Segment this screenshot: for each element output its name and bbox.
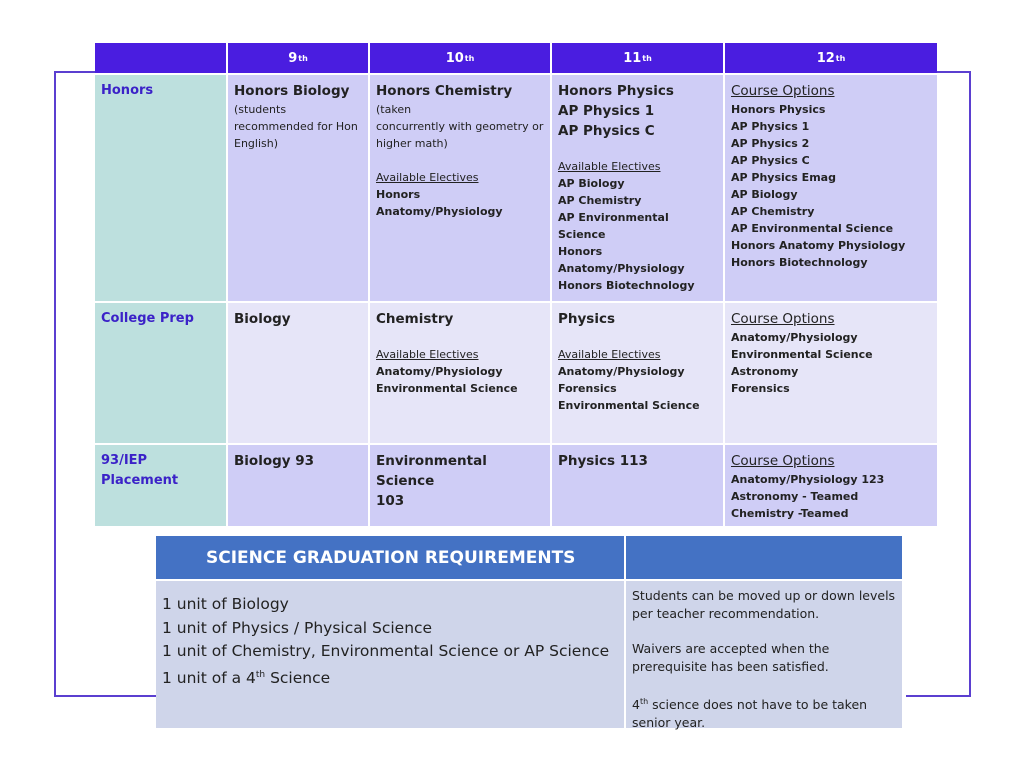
header-corner [95, 43, 226, 73]
note: Waivers are accepted when the prerequisite has been satisfied. [632, 641, 830, 674]
frame-left-vertical [54, 71, 56, 697]
frame-right-vertical [969, 71, 971, 697]
iep-grade-10: Environmental Science 103 [370, 445, 550, 526]
level-honors: Honors [95, 75, 226, 301]
note: 4th science does not have to be taken senior year. [632, 697, 868, 731]
honors-grade-10: Honors Chemistry (taken concurrently with geometry or higher math) Available Electives Honors Anatomy/Physiology [370, 75, 550, 301]
unit-line: 1 unit of Physics / Physical Science [162, 618, 433, 637]
requirements-heading: SCIENCE GRADUATION REQUIREMENTS [156, 536, 626, 579]
requirements-units [156, 581, 626, 728]
honors-grade-9: Honors Biology (students recommended for Hon English) [228, 75, 368, 301]
grade-9-header: 9 th [228, 43, 368, 73]
grade-12-header: 12 th [725, 43, 937, 73]
grade-10-header: 10 th [370, 43, 550, 73]
level-iep-placement: 93/IEP Placement [95, 445, 226, 526]
unit-line: 1 unit of Biology [162, 595, 289, 613]
college-prep-grade-12: Course Options Anatomy/Physiology Environmental Science Astronomy Forensics [725, 303, 937, 443]
graduation-requirements-table [156, 536, 902, 731]
honors-grade-12: Course Options Honors Physics AP Physics 1 AP Physics 2 AP Physics C AP Physics Emag AP Biology AP Chemistry AP Environmental Science Honors Anatomy Physiology Honors Biotechnology [725, 75, 937, 301]
iep-grade-9: Biology 93 [228, 445, 368, 526]
level-college-prep: College Prep [95, 303, 226, 443]
requirements-notes [626, 581, 902, 731]
iep-grade-12: Course Options Anatomy/Physiology 123 Astronomy - Teamed Chemistry -Teamed [725, 445, 937, 526]
requirements-heading-blank [626, 536, 902, 579]
college-prep-grade-10: Chemistry Available Electives Anatomy/Physiology Environmental Science [370, 303, 550, 443]
grade-11-header: 11 th [552, 43, 723, 73]
course-schedule-table [95, 43, 929, 520]
college-prep-grade-11: Physics Available Electives Anatomy/Physiology Forensics Environmental Science [552, 303, 723, 443]
honors-grade-11: Honors Physics AP Physics 1 AP Physics C Available Electives AP Biology AP Chemistry AP Environmental Science Honors Anatomy/Physiology Honors Biotechnology [552, 75, 723, 301]
unit-line: 1 unit of a 4th Science [162, 668, 331, 687]
unit-line: 1 unit of Chemistry, Environmental Science or AP Science [162, 642, 610, 660]
frame-left-top [54, 71, 96, 73]
note: Students can be moved up or down levels per teacher recommendation. [632, 588, 896, 621]
frame-right-bottom [906, 695, 971, 697]
college-prep-grade-9: Biology [228, 303, 368, 443]
iep-grade-11: Physics 113 [552, 445, 723, 526]
frame-left-bottom [54, 695, 156, 697]
